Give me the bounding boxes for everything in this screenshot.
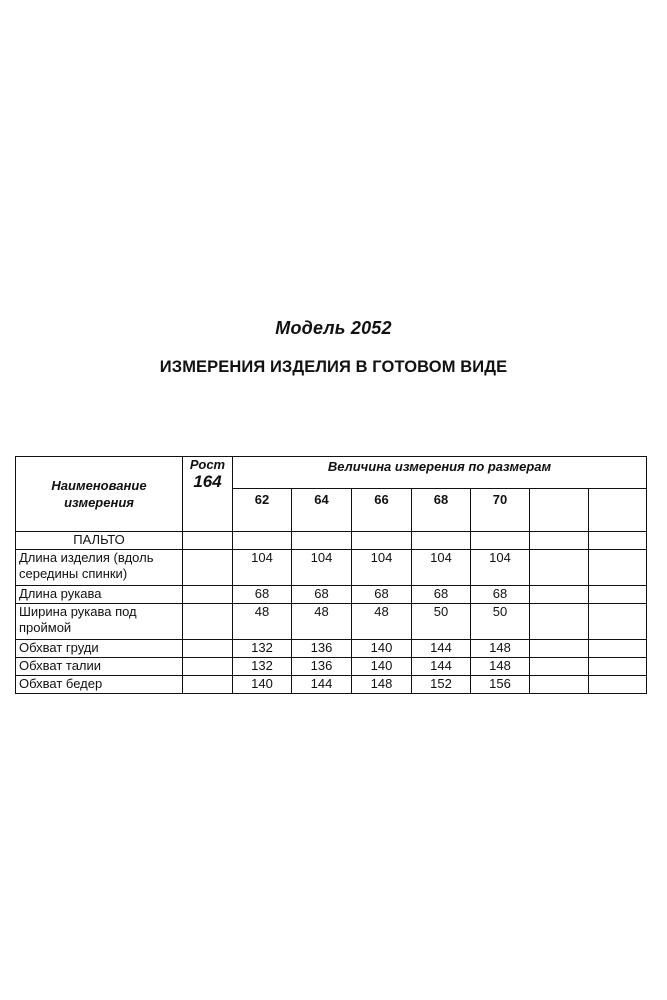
measurement-name-header: Наименование измерения xyxy=(16,457,183,532)
section-label: ПАЛЬТО xyxy=(16,532,183,550)
size-cell: 66 xyxy=(352,489,412,532)
value-cell xyxy=(589,640,647,658)
value-cell: 132 xyxy=(233,658,292,676)
value-cell: 104 xyxy=(292,550,352,586)
value-cell: 140 xyxy=(233,676,292,694)
height-cell xyxy=(183,586,233,604)
value-cell: 50 xyxy=(471,604,530,640)
value-cell: 132 xyxy=(233,640,292,658)
empty-cell xyxy=(589,532,647,550)
table-row xyxy=(16,604,647,640)
value-cell: 140 xyxy=(352,658,412,676)
value-cell: 148 xyxy=(471,640,530,658)
value-cell: 48 xyxy=(352,604,412,640)
value-cell: 136 xyxy=(292,658,352,676)
empty-cell xyxy=(183,532,233,550)
height-cell xyxy=(183,640,233,658)
height-cell xyxy=(183,658,233,676)
height-label: Рост xyxy=(189,457,226,472)
empty-cell xyxy=(352,532,412,550)
header-row-top xyxy=(16,457,647,489)
section-row xyxy=(16,532,647,550)
table-row xyxy=(16,676,647,694)
value-cell: 68 xyxy=(292,586,352,604)
value-cell: 152 xyxy=(412,676,471,694)
value-cell xyxy=(530,658,589,676)
height-cell xyxy=(183,676,233,694)
row-label: Обхват талии xyxy=(16,658,183,676)
value-cell xyxy=(589,604,647,640)
value-cell: 156 xyxy=(471,676,530,694)
size-cell: 68 xyxy=(412,489,471,532)
value-cell: 136 xyxy=(292,640,352,658)
value-cell: 144 xyxy=(412,658,471,676)
value-cell: 140 xyxy=(352,640,412,658)
empty-cell xyxy=(530,532,589,550)
value-cell xyxy=(530,604,589,640)
table-row xyxy=(16,550,647,586)
sizes-header: Величина измерения по размерам xyxy=(233,457,647,489)
value-cell xyxy=(589,586,647,604)
row-label: Длина изделия (вдоль середины спинки) xyxy=(16,550,183,586)
value-cell: 68 xyxy=(412,586,471,604)
value-cell: 68 xyxy=(233,586,292,604)
size-cell xyxy=(589,489,647,532)
value-cell: 68 xyxy=(471,586,530,604)
row-label: Обхват груди xyxy=(16,640,183,658)
value-cell: 104 xyxy=(352,550,412,586)
row-label: Обхват бедер xyxy=(16,676,183,694)
model-title: Модель 2052 xyxy=(275,318,392,338)
value-cell: 104 xyxy=(233,550,292,586)
row-label: Длина рукава xyxy=(16,586,183,604)
value-cell xyxy=(530,550,589,586)
size-cell: 62 xyxy=(233,489,292,532)
measurements-table xyxy=(15,456,647,694)
height-value: 164 xyxy=(193,472,222,491)
value-cell: 48 xyxy=(292,604,352,640)
value-cell xyxy=(530,586,589,604)
value-cell: 148 xyxy=(471,658,530,676)
empty-cell xyxy=(233,532,292,550)
height-header xyxy=(183,457,233,532)
size-cell: 64 xyxy=(292,489,352,532)
value-cell: 104 xyxy=(471,550,530,586)
size-cell xyxy=(530,489,589,532)
value-cell: 144 xyxy=(412,640,471,658)
value-cell: 148 xyxy=(352,676,412,694)
empty-cell xyxy=(471,532,530,550)
value-cell: 104 xyxy=(412,550,471,586)
table-row xyxy=(16,658,647,676)
value-cell: 48 xyxy=(233,604,292,640)
value-cell xyxy=(530,640,589,658)
height-cell xyxy=(183,604,233,640)
value-cell xyxy=(589,550,647,586)
table-row xyxy=(16,640,647,658)
value-cell: 144 xyxy=(292,676,352,694)
value-cell: 68 xyxy=(352,586,412,604)
table-row xyxy=(16,586,647,604)
document-heading: ИЗМЕРЕНИЯ ИЗДЕЛИЯ В ГОТОВОМ ВИДЕ xyxy=(159,358,508,376)
size-cell: 70 xyxy=(471,489,530,532)
empty-cell xyxy=(412,532,471,550)
value-cell xyxy=(530,676,589,694)
row-label: Ширина рукава под проймой xyxy=(16,604,183,640)
value-cell xyxy=(589,676,647,694)
height-cell xyxy=(183,550,233,586)
value-cell: 50 xyxy=(412,604,471,640)
value-cell xyxy=(589,658,647,676)
empty-cell xyxy=(292,532,352,550)
